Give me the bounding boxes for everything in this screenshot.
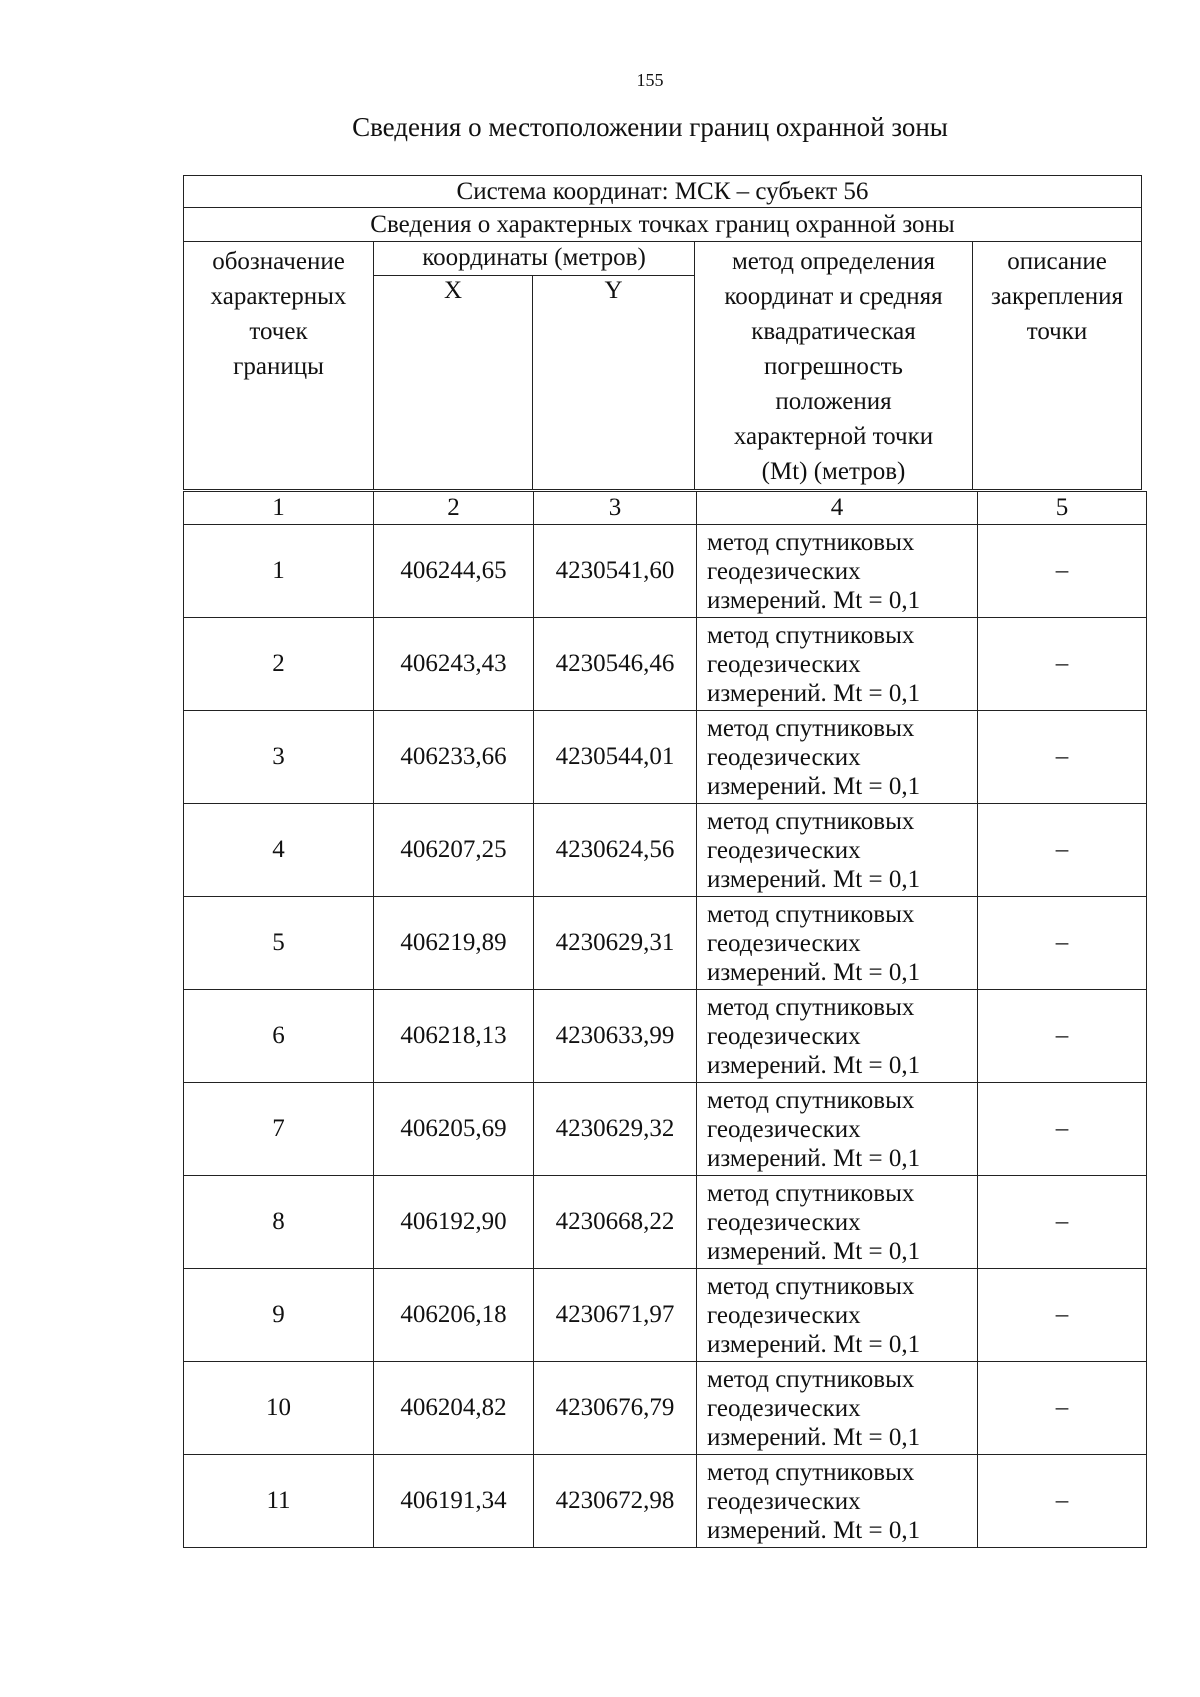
description-cell: – bbox=[978, 990, 1147, 1083]
description-cell: – bbox=[978, 1362, 1147, 1455]
point-cell: 8 bbox=[184, 1176, 374, 1269]
point-cell: 10 bbox=[184, 1362, 374, 1455]
table-row bbox=[184, 1083, 1147, 1176]
method-cell: метод спутниковых геодезических измерений. Mt = 0,1 bbox=[697, 711, 978, 804]
table-header bbox=[183, 175, 1142, 490]
y-coordinate-cell: 4230676,79 bbox=[534, 1362, 697, 1455]
column-number-row bbox=[184, 492, 1147, 525]
method-cell: метод спутниковых геодезических измерений. Mt = 0,1 bbox=[697, 1083, 978, 1176]
method-cell: метод спутниковых геодезических измерений. Mt = 0,1 bbox=[697, 990, 978, 1083]
point-cell: 2 bbox=[184, 618, 374, 711]
point-cell: 6 bbox=[184, 990, 374, 1083]
description-cell: – bbox=[978, 711, 1147, 804]
method-cell: метод спутниковых геодезических измерений. Mt = 0,1 bbox=[697, 1269, 978, 1362]
y-coordinate-cell: 4230544,01 bbox=[534, 711, 697, 804]
table-row bbox=[184, 525, 1147, 618]
header-method: метод определения координат и средняя квадратическая погрешность положения характерной точки (Mt) (метров) bbox=[695, 242, 973, 490]
x-coordinate-cell: 406233,66 bbox=[374, 711, 534, 804]
description-cell: – bbox=[978, 618, 1147, 711]
description-cell: – bbox=[978, 1455, 1147, 1548]
table-row bbox=[184, 711, 1147, 804]
column-number: 4 bbox=[697, 492, 978, 525]
point-cell: 11 bbox=[184, 1455, 374, 1548]
y-coordinate-cell: 4230633,99 bbox=[534, 990, 697, 1083]
header-coordinates: координаты (метров) bbox=[374, 242, 695, 276]
y-coordinate-cell: 4230624,56 bbox=[534, 804, 697, 897]
header-x: X bbox=[374, 276, 533, 490]
description-cell: – bbox=[978, 897, 1147, 990]
header-y: Y bbox=[533, 276, 695, 490]
x-coordinate-cell: 406205,69 bbox=[374, 1083, 534, 1176]
x-coordinate-cell: 406219,89 bbox=[374, 897, 534, 990]
x-coordinate-cell: 406207,25 bbox=[374, 804, 534, 897]
table-row bbox=[184, 897, 1147, 990]
point-cell: 1 bbox=[184, 525, 374, 618]
y-coordinate-cell: 4230672,98 bbox=[534, 1455, 697, 1548]
description-cell: – bbox=[978, 1269, 1147, 1362]
method-cell: метод спутниковых геодезических измерений. Mt = 0,1 bbox=[697, 1362, 978, 1455]
point-cell: 5 bbox=[184, 897, 374, 990]
point-cell: 7 bbox=[184, 1083, 374, 1176]
column-number: 3 bbox=[534, 492, 697, 525]
description-cell: – bbox=[978, 1083, 1147, 1176]
column-number: 2 bbox=[374, 492, 534, 525]
page-number: 155 bbox=[636, 70, 664, 90]
coord-system-label: Система координат: МСК – субъект 56 bbox=[184, 176, 1142, 208]
method-cell: метод спутниковых геодезических измерений. Mt = 0,1 bbox=[697, 1455, 978, 1548]
method-cell: метод спутниковых геодезических измерений. Mt = 0,1 bbox=[697, 804, 978, 897]
y-coordinate-cell: 4230668,22 bbox=[534, 1176, 697, 1269]
y-coordinate-cell: 4230629,31 bbox=[534, 897, 697, 990]
header-point-designation: обозначение характерных точек границы bbox=[184, 242, 374, 490]
column-number: 5 bbox=[978, 492, 1147, 525]
description-cell: – bbox=[978, 525, 1147, 618]
table-row bbox=[184, 804, 1147, 897]
point-cell: 4 bbox=[184, 804, 374, 897]
x-coordinate-cell: 406192,90 bbox=[374, 1176, 534, 1269]
x-coordinate-cell: 406206,18 bbox=[374, 1269, 534, 1362]
table-row bbox=[184, 1362, 1147, 1455]
y-coordinate-cell: 4230671,97 bbox=[534, 1269, 697, 1362]
x-coordinate-cell: 406244,65 bbox=[374, 525, 534, 618]
method-cell: метод спутниковых геодезических измерений. Mt = 0,1 bbox=[697, 525, 978, 618]
header-description: описание закрепления точки bbox=[973, 242, 1142, 490]
x-coordinate-cell: 406204,82 bbox=[374, 1362, 534, 1455]
x-coordinate-cell: 406191,34 bbox=[374, 1455, 534, 1548]
y-coordinate-cell: 4230541,60 bbox=[534, 525, 697, 618]
table-row bbox=[184, 990, 1147, 1083]
y-coordinate-cell: 4230546,46 bbox=[534, 618, 697, 711]
point-cell: 3 bbox=[184, 711, 374, 804]
method-cell: метод спутниковых геодезических измерений. Mt = 0,1 bbox=[697, 618, 978, 711]
x-coordinate-cell: 406218,13 bbox=[374, 990, 534, 1083]
y-coordinate-cell: 4230629,32 bbox=[534, 1083, 697, 1176]
description-cell: – bbox=[978, 804, 1147, 897]
method-cell: метод спутниковых геодезических измерений. Mt = 0,1 bbox=[697, 897, 978, 990]
description-cell: – bbox=[978, 1176, 1147, 1269]
x-coordinate-cell: 406243,43 bbox=[374, 618, 534, 711]
section-title: Сведения о характерных точках границ охранной зоны bbox=[184, 208, 1142, 242]
table-row bbox=[184, 1269, 1147, 1362]
coordinates-table bbox=[183, 491, 1147, 1548]
column-number: 1 bbox=[184, 492, 374, 525]
page-title: Сведения о местоположении границ охранной зоны bbox=[352, 112, 948, 142]
point-cell: 9 bbox=[184, 1269, 374, 1362]
method-cell: метод спутниковых геодезических измерений. Mt = 0,1 bbox=[697, 1176, 978, 1269]
table-row bbox=[184, 1455, 1147, 1548]
table-row bbox=[184, 618, 1147, 711]
table-row bbox=[184, 1176, 1147, 1269]
